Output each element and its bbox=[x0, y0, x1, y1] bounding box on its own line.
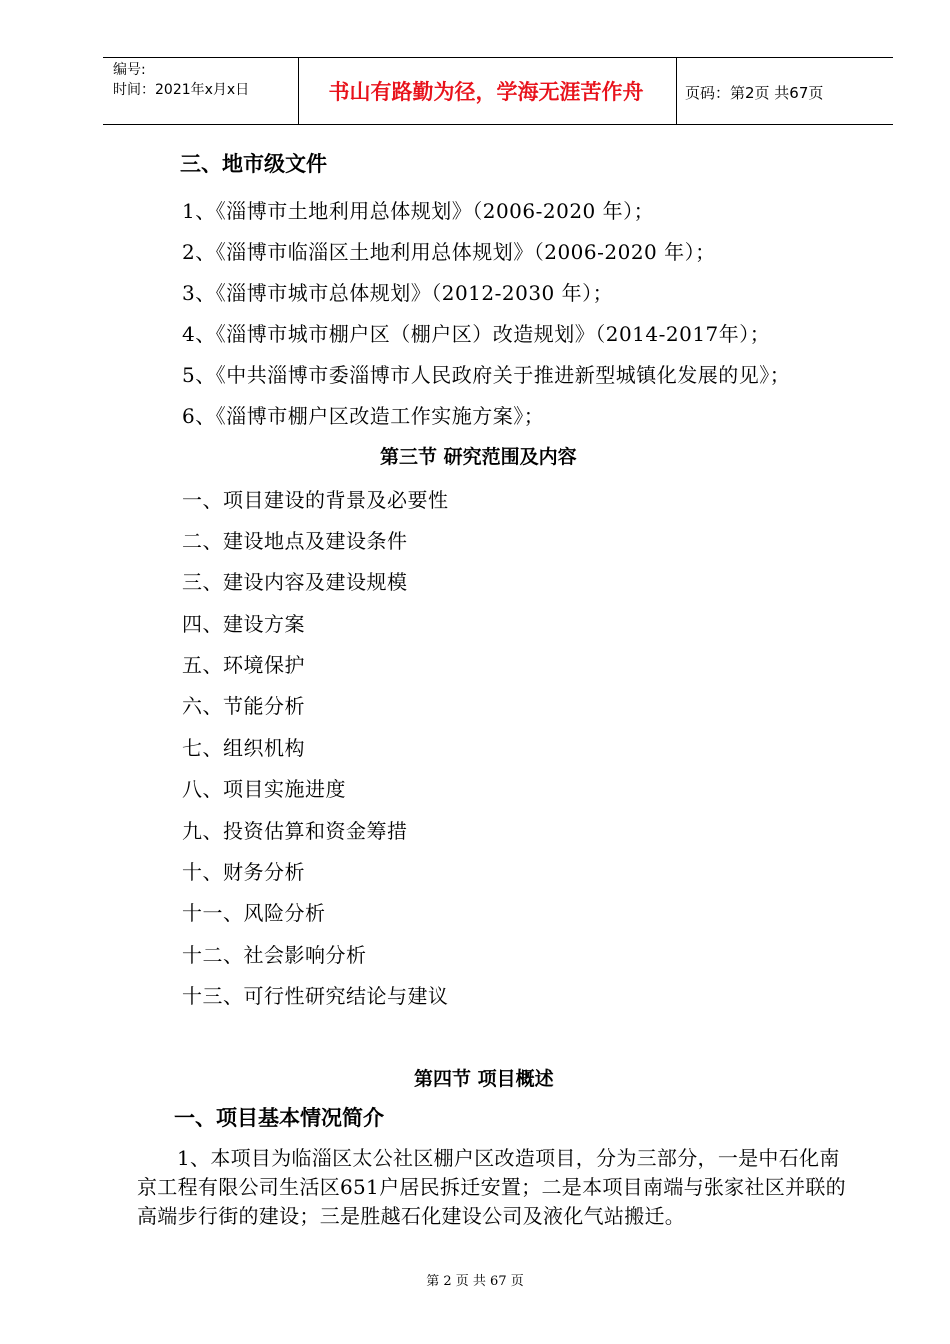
header-divider bbox=[676, 57, 677, 124]
list-item: 6、《淄博市棚户区改造工作实施方案》； bbox=[182, 404, 545, 428]
list-item: 5、《中共淄博市委淄博市人民政府关于推进新型城镇化发展的见》； bbox=[182, 363, 791, 387]
list-item: 十二、社会影响分析 bbox=[182, 943, 367, 967]
header-motto: 书山有路勤为径，学海无涯苦作舟 bbox=[328, 80, 644, 104]
header-meta bbox=[113, 60, 249, 100]
list-item: 十一、风险分析 bbox=[182, 901, 326, 925]
list-item: 一、项目建设的背景及必要性 bbox=[182, 488, 449, 512]
list-item: 九、投资估算和资金筹措 bbox=[182, 819, 408, 843]
list-item: 五、环境保护 bbox=[182, 653, 305, 677]
header-time-label: 时间：2021年x月x日 bbox=[113, 82, 250, 98]
header-bottom-rule bbox=[103, 124, 893, 125]
list-item: 2、《淄博市临淄区土地利用总体规划》（2006-2020 年）； bbox=[182, 240, 716, 264]
section-title: 第三节 研究范围及内容 bbox=[380, 446, 577, 468]
section-heading: 一、项目基本情况简介 bbox=[174, 1106, 384, 1130]
list-item: 三、建设内容及建设规模 bbox=[182, 570, 408, 594]
list-item: 二、建设地点及建设条件 bbox=[182, 529, 408, 553]
body-paragraph: 1、本项目为临淄区太公社区棚户区改造项目，分为三部分，一是中石化南京工程有限公司生活区651户居民拆迁安置；二是本项目南端与张家社区并联的高端步行街的建设；三是胜越石化建设公司及液化气站搬迁。 bbox=[137, 1146, 846, 1228]
page-footer: 第 2 页 共 67 页 bbox=[426, 1274, 524, 1289]
list-item: 四、建设方案 bbox=[182, 612, 305, 636]
list-item: 六、节能分析 bbox=[182, 694, 305, 718]
section-heading: 三、地市级文件 bbox=[180, 152, 327, 176]
header-number-label: 编号: bbox=[113, 62, 146, 78]
list-item: 3、《淄博市城市总体规划》（2012-2030 年）； bbox=[182, 281, 614, 305]
section-title: 第四节 项目概述 bbox=[414, 1068, 554, 1090]
list-item: 七、组织机构 bbox=[182, 736, 305, 760]
list-item: 八、项目实施进度 bbox=[182, 777, 346, 801]
list-item: 4、《淄博市城市棚户区（棚户区）改造规划》（2014-2017年）； bbox=[182, 322, 771, 346]
list-item: 十、财务分析 bbox=[182, 860, 305, 884]
header-top-rule bbox=[103, 57, 893, 58]
header-page-info: 页码：第2页 共67页 bbox=[685, 84, 824, 102]
list-item: 十三、可行性研究结论与建议 bbox=[182, 984, 449, 1008]
list-item: 1、《淄博市土地利用总体规划》（2006-2020 年）； bbox=[182, 199, 655, 223]
